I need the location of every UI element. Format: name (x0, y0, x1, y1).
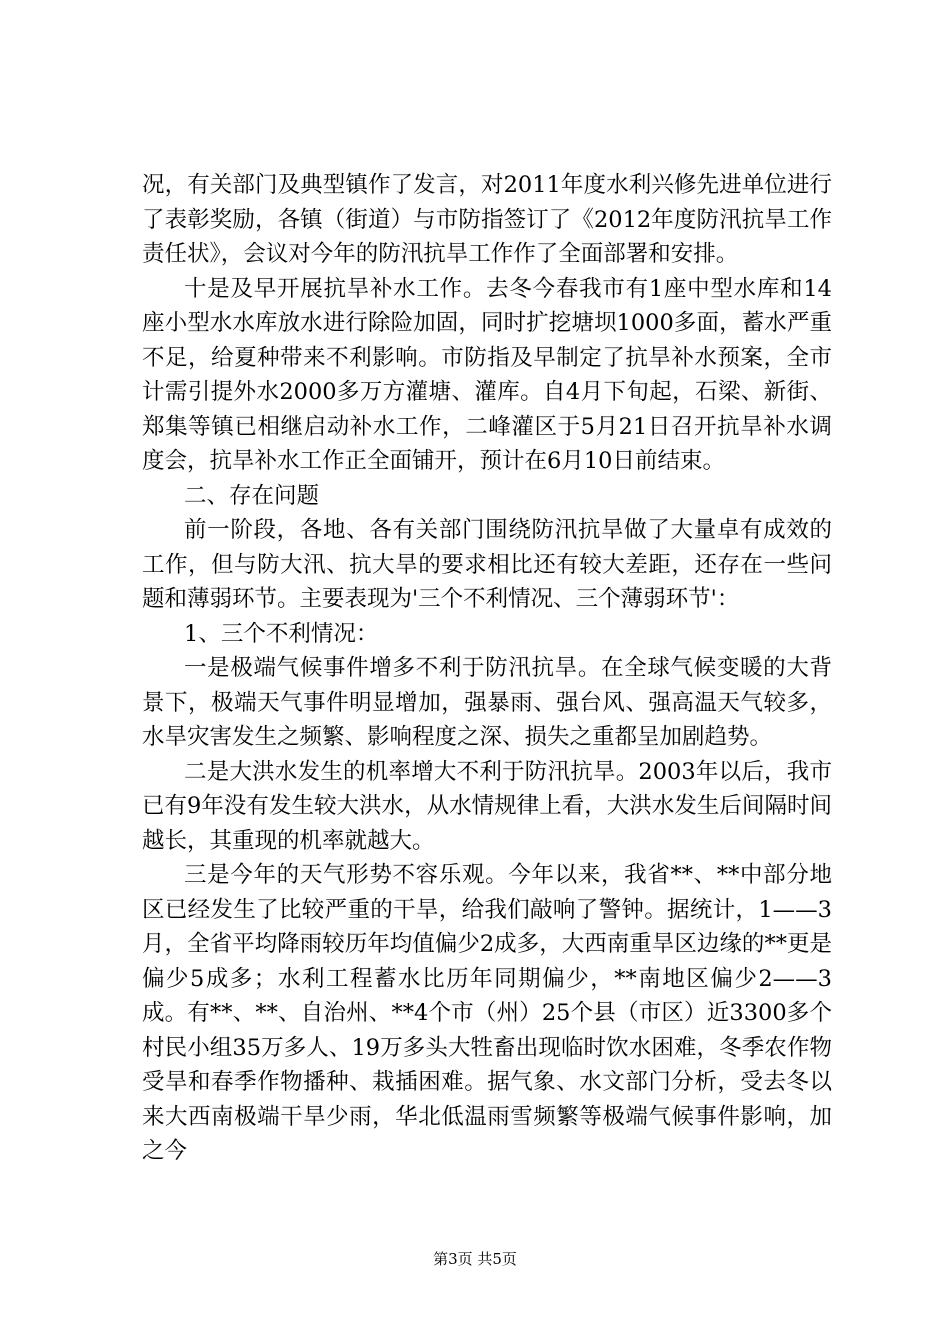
section-heading: 二、存在问题 (184, 482, 320, 509)
paragraph: 二是大洪水发生的机率增大不利于防汛抗旱。2003年以后，我市已有9年没有发生较大洪水，从水情规律上看，大洪水发生后间隔时间越长，其重现的机率就越大。 (142, 758, 832, 854)
paragraph: 十是及早开展抗旱补水工作。去冬今春我市有1座中型水库和14座小型水水库放水进行除险加固，同时扩挖塘坝1000多面，蓄水严重不足，给夏种带来不利影响。市防指及早制定了抗旱补水预案，全市计需引提外水2000多万方灌塘、灌库。自4月下旬起，石梁、新街、郑集等镇已相继启动补水工作，二峰灌区于5月21日召开抗旱补水调度会，抗旱补水工作正全面铺开，预计在6月10日前结束。 (142, 275, 832, 474)
paragraph: 一是极端气候事件增多不利于防汛抗旱。在全球气候变暖的大背景下，极端天气事件明显增加，强暴雨、强台风、强高温天气较多，水旱灾害发生之频繁、影响程度之深、损失之重都呈加剧趋势。 (142, 655, 832, 750)
subsection-heading: 1、三个不利情况： (184, 620, 379, 647)
page-number-label: 第3页 共5页 (433, 1250, 517, 1268)
page-footer (0, 1248, 950, 1269)
paragraph: 三是今年的天气形势不容乐观。今年以来，我省**、**中部分地区已经发生了比较严重的干旱，给我们敲响了警钟。据统计，1——3月，全省平均降雨较历年均值偏少2成多，大西南重旱区边缘的**更是偏少5成多；水利工程蓄水比历年同期偏少，**南地区偏少2——3成。有**、**、自治州、**4个市（州）25个县（市区）近3300多个村民小组35万多人、19万多头大牲畜出现临时饮水困难，冬季农作物受旱和春季作物播种、栽插困难。据气象、水文部门分析，受去冬以来大西南极端干旱少雨，华北低温雨雪频繁等极端气候事件影响，加之今 (142, 862, 832, 1164)
document-body (142, 168, 832, 1169)
paragraph: 前一阶段，各地、各有关部门围绕防汛抗旱做了大量卓有成效的工作，但与防大汛、抗大旱的要求相比还有较大差距，还存在一些问题和薄弱环节。主要表现为'三个不利情况、三个薄弱环节'： (142, 517, 832, 612)
paragraph: 况，有关部门及典型镇作了发言，对2011年度水利兴修先进单位进行了表彰奖励，各镇（街道）与市防指签订了《2012年度防汛抗旱工作责任状》，会议对今年的防汛抗旱工作作了全面部署和安排。 (142, 172, 832, 267)
